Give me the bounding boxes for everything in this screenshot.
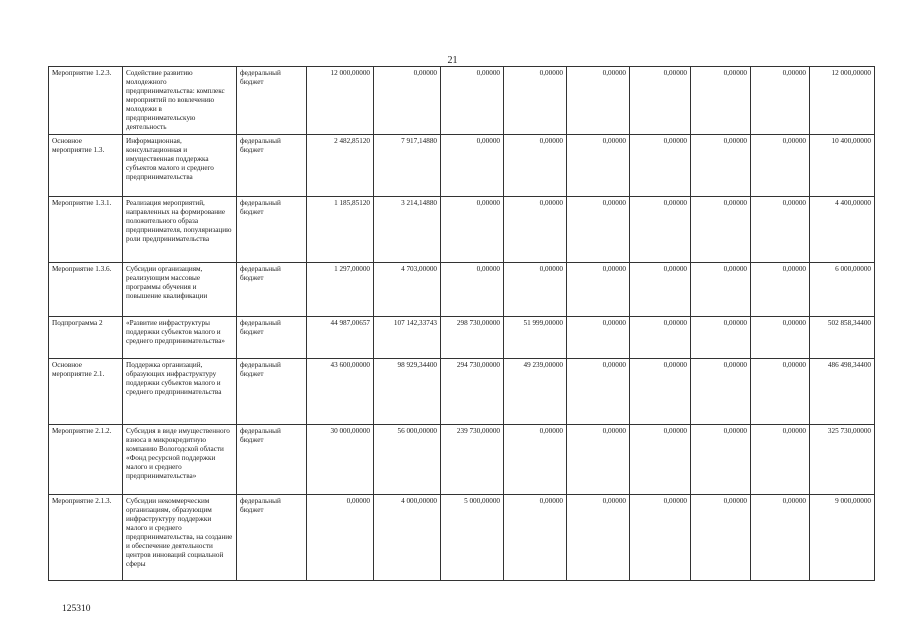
row-value-cell: 0,00000 <box>567 135 630 197</box>
row-value-cell: 9 000,00000 <box>810 495 875 581</box>
row-value-cell: 0,00000 <box>691 425 751 495</box>
row-value-cell: 0,00000 <box>751 425 810 495</box>
row-value-cell: 0,00000 <box>504 67 567 135</box>
row-value-cell: 0,00000 <box>567 359 630 425</box>
row-funding-source-cell: федеральный бюджет <box>237 317 307 359</box>
row-value-cell: 44 987,00657 <box>307 317 374 359</box>
row-value-cell: 49 239,00000 <box>504 359 567 425</box>
row-funding-source-cell: федеральный бюджет <box>237 67 307 135</box>
row-funding-source-cell: федеральный бюджет <box>237 359 307 425</box>
row-value-cell: 0,00000 <box>691 359 751 425</box>
row-name-cell: Основное мероприятие 2.1. <box>49 359 123 425</box>
row-value-cell: 0,00000 <box>630 135 691 197</box>
row-name-cell: Мероприятие 1.3.1. <box>49 197 123 263</box>
row-value-cell: 0,00000 <box>504 495 567 581</box>
row-description-cell: Реализация мероприятий, направленных на формирование положительного образа предпринимателя, популяризацию роли предпринимательства <box>123 197 237 263</box>
row-value-cell: 0,00000 <box>691 135 751 197</box>
row-value-cell: 0,00000 <box>567 425 630 495</box>
row-value-cell: 4 000,00000 <box>374 495 441 581</box>
table-row <box>49 135 875 197</box>
row-value-cell: 298 730,00000 <box>441 317 504 359</box>
table-row <box>49 359 875 425</box>
row-value-cell: 107 142,33743 <box>374 317 441 359</box>
row-value-cell: 0,00000 <box>504 425 567 495</box>
table-row <box>49 67 875 135</box>
row-value-cell: 486 498,34400 <box>810 359 875 425</box>
row-value-cell: 0,00000 <box>751 317 810 359</box>
row-value-cell: 7 917,14880 <box>374 135 441 197</box>
row-name-cell: Мероприятие 2.1.2. <box>49 425 123 495</box>
row-value-cell: 0,00000 <box>691 317 751 359</box>
row-name-cell: Мероприятие 1.3.6. <box>49 263 123 317</box>
row-value-cell: 12 000,00000 <box>810 67 875 135</box>
row-value-cell: 4 703,00000 <box>374 263 441 317</box>
row-value-cell: 0,00000 <box>630 317 691 359</box>
row-name-cell: Подпрограмма 2 <box>49 317 123 359</box>
row-value-cell: 0,00000 <box>567 197 630 263</box>
row-value-cell: 325 730,00000 <box>810 425 875 495</box>
row-value-cell: 2 482,85120 <box>307 135 374 197</box>
row-value-cell: 0,00000 <box>441 67 504 135</box>
row-value-cell: 0,00000 <box>567 263 630 317</box>
row-value-cell: 0,00000 <box>504 135 567 197</box>
row-value-cell: 0,00000 <box>567 495 630 581</box>
row-description-cell: Информационная, консультационная и имущественная поддержка субъектов малого и среднего предпринимательства <box>123 135 237 197</box>
row-value-cell: 10 400,00000 <box>810 135 875 197</box>
row-value-cell: 0,00000 <box>630 425 691 495</box>
row-funding-source-cell: федеральный бюджет <box>237 197 307 263</box>
row-description-cell: Содействие развитию молодежного предпринимательства: комплекс мероприятий по вовлечению молодежи в предпринимательскую деятельность <box>123 67 237 135</box>
row-value-cell: 0,00000 <box>630 495 691 581</box>
row-value-cell: 6 000,00000 <box>810 263 875 317</box>
row-value-cell: 4 400,00000 <box>810 197 875 263</box>
page-number: 21 <box>447 55 458 66</box>
row-value-cell: 51 999,00000 <box>504 317 567 359</box>
row-value-cell: 0,00000 <box>751 67 810 135</box>
row-value-cell: 0,00000 <box>567 317 630 359</box>
row-value-cell: 0,00000 <box>751 135 810 197</box>
row-value-cell: 502 858,34400 <box>810 317 875 359</box>
row-value-cell: 3 214,14880 <box>374 197 441 263</box>
row-value-cell: 0,00000 <box>630 67 691 135</box>
row-description-cell: «Развитие инфраструктуры поддержки субъектов малого и среднего предпринимательства» <box>123 317 237 359</box>
row-value-cell: 0,00000 <box>751 197 810 263</box>
row-value-cell: 12 000,00000 <box>307 67 374 135</box>
row-value-cell: 30 000,00000 <box>307 425 374 495</box>
table-row <box>49 197 875 263</box>
row-value-cell: 1 297,00000 <box>307 263 374 317</box>
row-value-cell: 0,00000 <box>630 359 691 425</box>
row-value-cell: 0,00000 <box>567 67 630 135</box>
row-value-cell: 1 185,85120 <box>307 197 374 263</box>
table-row <box>49 495 875 581</box>
row-description-cell: Субсидии некоммерческим организациям, образующим инфраструктуру поддержки малого и среднего предпринимательства, на создание и обеспечение деятельности центров инноваций социальной сферы <box>123 495 237 581</box>
row-value-cell: 0,00000 <box>751 359 810 425</box>
row-value-cell: 0,00000 <box>441 263 504 317</box>
row-value-cell: 0,00000 <box>504 263 567 317</box>
table-row <box>49 317 875 359</box>
row-description-cell: Поддержка организаций, образующих инфраструктуру поддержки субъектов малого и среднего предпринимательства <box>123 359 237 425</box>
budget-table <box>48 66 875 581</box>
row-name-cell: Мероприятие 2.1.3. <box>49 495 123 581</box>
row-value-cell: 0,00000 <box>691 263 751 317</box>
row-name-cell: Основное мероприятие 1.3. <box>49 135 123 197</box>
row-value-cell: 0,00000 <box>691 67 751 135</box>
row-value-cell: 98 929,34400 <box>374 359 441 425</box>
row-value-cell: 0,00000 <box>307 495 374 581</box>
row-value-cell: 0,00000 <box>504 197 567 263</box>
row-value-cell: 0,00000 <box>441 135 504 197</box>
row-value-cell: 5 000,00000 <box>441 495 504 581</box>
row-value-cell: 239 730,00000 <box>441 425 504 495</box>
row-description-cell: Субсидия в виде имущественного взноса в микрокредитную компанию Вологодской области «Фонд ресурсной поддержки малого и среднего предпринимательства» <box>123 425 237 495</box>
row-value-cell: 0,00000 <box>441 197 504 263</box>
table-row <box>49 425 875 495</box>
row-value-cell: 0,00000 <box>691 197 751 263</box>
row-value-cell: 0,00000 <box>630 263 691 317</box>
row-name-cell: Мероприятие 1.2.3. <box>49 67 123 135</box>
row-value-cell: 56 000,00000 <box>374 425 441 495</box>
row-value-cell: 0,00000 <box>691 495 751 581</box>
row-value-cell: 0,00000 <box>751 495 810 581</box>
row-value-cell: 294 730,00000 <box>441 359 504 425</box>
row-value-cell: 0,00000 <box>751 263 810 317</box>
row-funding-source-cell: федеральный бюджет <box>237 263 307 317</box>
row-funding-source-cell: федеральный бюджет <box>237 135 307 197</box>
row-value-cell: 0,00000 <box>374 67 441 135</box>
row-value-cell: 43 600,00000 <box>307 359 374 425</box>
row-description-cell: Субсидии организациям, реализующим массовые программы обучения и повышение квалификации <box>123 263 237 317</box>
table-row <box>49 263 875 317</box>
row-funding-source-cell: федеральный бюджет <box>237 425 307 495</box>
row-funding-source-cell: федеральный бюджет <box>237 495 307 581</box>
document-code: 125310 <box>62 604 91 614</box>
row-value-cell: 0,00000 <box>630 197 691 263</box>
